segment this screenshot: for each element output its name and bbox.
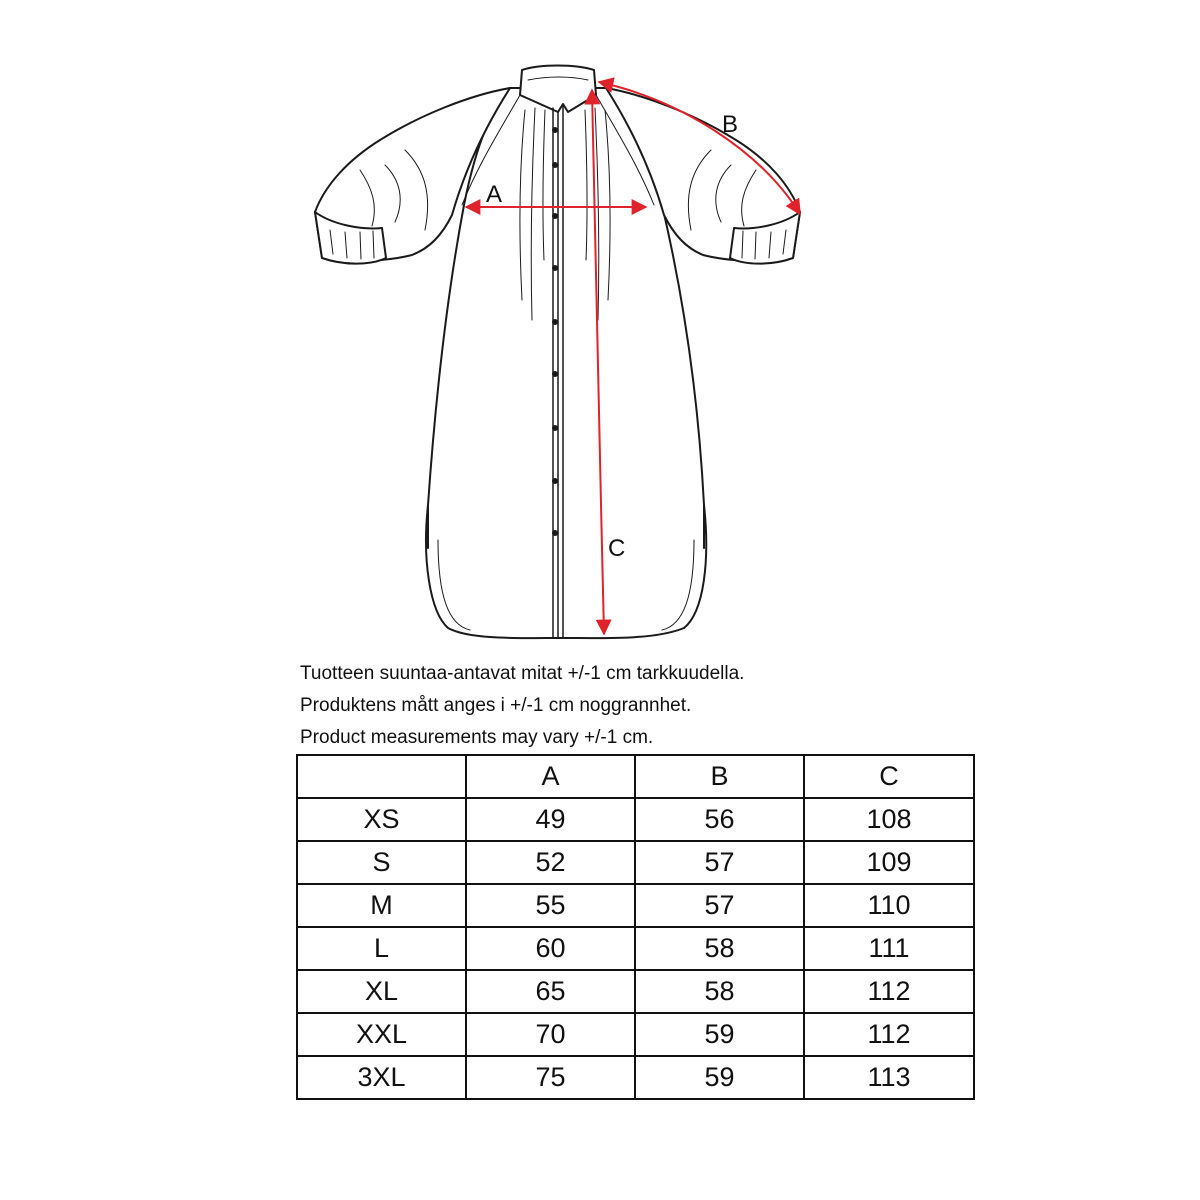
value-cell: 75	[466, 1056, 635, 1099]
table-row	[297, 927, 974, 970]
size-cell: XS	[297, 798, 466, 841]
value-cell: 58	[635, 970, 804, 1013]
value-cell: 59	[635, 1056, 804, 1099]
value-cell: 113	[804, 1056, 974, 1099]
value-cell: 110	[804, 884, 974, 927]
size-table	[296, 754, 975, 1100]
table-header-cell: A	[466, 755, 635, 798]
table-row	[297, 841, 974, 884]
button	[552, 478, 558, 484]
size-cell: M	[297, 884, 466, 927]
button	[552, 265, 558, 271]
value-cell: 70	[466, 1013, 635, 1056]
button	[552, 530, 558, 536]
size-cell: L	[297, 927, 466, 970]
note-english: Product measurements may vary +/-1 cm.	[300, 727, 654, 748]
value-cell: 57	[635, 884, 804, 927]
size-cell: XL	[297, 970, 466, 1013]
table-header-cell	[297, 755, 466, 798]
note-finnish: Tuotteen suuntaa-antavat mitat +/-1 cm tarkkuudella.	[300, 663, 745, 684]
value-cell: 49	[466, 798, 635, 841]
note-swedish: Produktens mått anges i +/-1 cm noggrannhet.	[300, 695, 692, 716]
button	[552, 162, 558, 168]
value-cell: 59	[635, 1013, 804, 1056]
value-cell: 65	[466, 970, 635, 1013]
table-row	[297, 1056, 974, 1099]
value-cell: 112	[804, 970, 974, 1013]
table-row	[297, 884, 974, 927]
value-cell: 58	[635, 927, 804, 970]
table-row	[297, 970, 974, 1013]
value-cell: 56	[635, 798, 804, 841]
table-row	[297, 1013, 974, 1056]
value-cell: 109	[804, 841, 974, 884]
label-c: C	[608, 535, 626, 562]
value-cell: 55	[466, 884, 635, 927]
size-cell: XXL	[297, 1013, 466, 1056]
button	[552, 319, 558, 325]
table-header-cell: C	[804, 755, 974, 798]
value-cell: 112	[804, 1013, 974, 1056]
size-cell: S	[297, 841, 466, 884]
size-cell: 3XL	[297, 1056, 466, 1099]
value-cell: 57	[635, 841, 804, 884]
button	[552, 371, 558, 377]
label-b: B	[722, 111, 739, 138]
value-cell: 60	[466, 927, 635, 970]
table-header-cell: B	[635, 755, 804, 798]
table-header-row	[297, 755, 974, 798]
button	[552, 425, 558, 431]
button	[552, 213, 558, 219]
measurement-notes	[300, 658, 1000, 754]
table-row	[297, 798, 974, 841]
value-cell: 52	[466, 841, 635, 884]
label-a: A	[486, 181, 503, 208]
button	[552, 127, 558, 133]
shirt-dress-outline	[315, 66, 800, 639]
value-cell: 108	[804, 798, 974, 841]
value-cell: 111	[804, 927, 974, 970]
